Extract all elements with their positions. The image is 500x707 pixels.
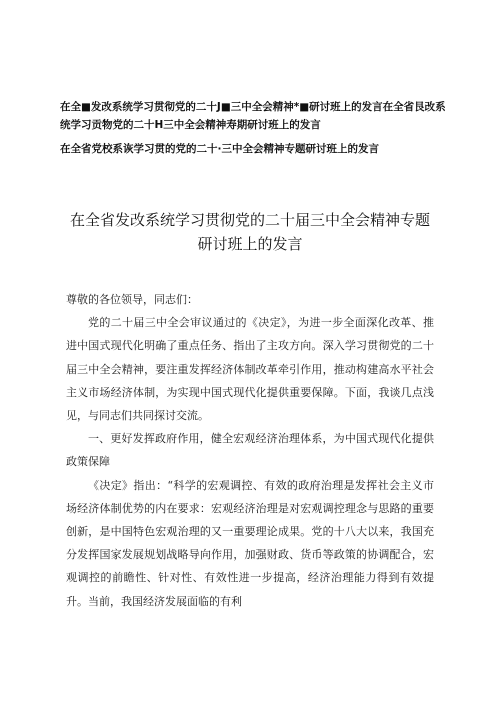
salutation: 尊敬的各位领导，同志们： [66,293,198,306]
title-line-1: 在全省发改系统学习贯彻党的二十届三中全会精神专题 [69,211,430,229]
paragraph-intro: 党的二十届三中全会审议通过的《决定》，为进一步全面深化改革、推进中国式现代化明确了重点任务、指出了主攻方向。深入学习贯彻党的二十届三中全会精神，要注重发挥经济体制改革牵引作用，推动构建高水平社会主义市场经济体制，为实现中国式现代化提供重要保障。下面，我谈几点浅见，与同志们共同探讨交流。 [66,316,434,423]
table-of-contents [60,98,455,164]
section-heading-1: 一、更好发挥政府作用，健全宏观经济治理体系，为中国式现代化提供政策保障 [66,432,434,469]
toc-entry-1[interactable]: 在全■发改系统学习贯彻党的二十J■三中全会精神*■研讨班上的发言在全省艮改系统学习贡物党的二十H三中全会精神寿期研讨班上的发言 [60,101,446,131]
title-line-2: 研讨班上的发言 [197,235,303,253]
document-title [40,208,460,256]
document-body [66,288,434,613]
toc-entry-2[interactable]: 在全省党校系诙学习贯的党的二十·三中全会精神专题研讨班上的发言 [60,143,379,155]
paragraph-section-1: 《决定》指出：“科学的宏观调控、有效的政府治理是发挥社会主义市场经济体制优势的内在要求：宏观经济治理是对宏观调控理念与思路的重要创新，是中国特色宏观治理的又一重要理论成果。党的十八大以来，我国充分发挥国家发展规划战略导向作用，加强财政、货币等政策的协调配合，宏观调控的前瞻性、针对性、有效性进一步提高，经济治理能力得到有效提升。当前，我国经济发展面临的有利 [66,478,434,608]
